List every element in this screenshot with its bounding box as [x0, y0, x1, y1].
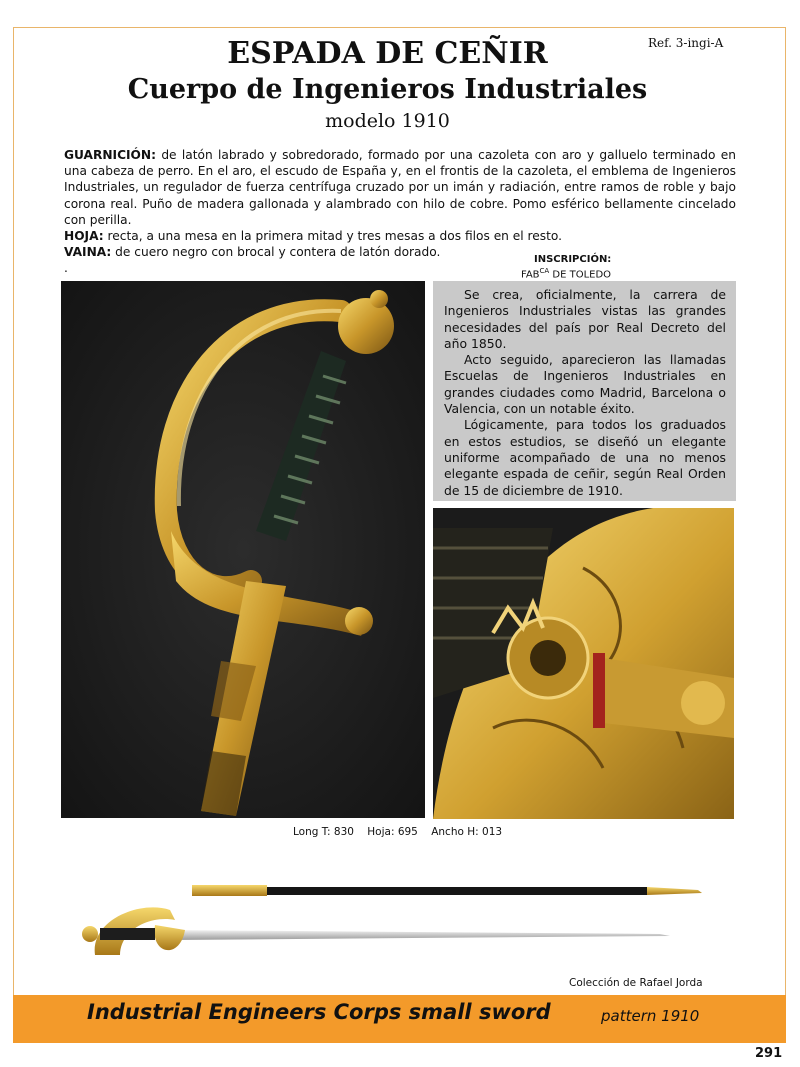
vaina-paragraph — [64, 244, 736, 260]
inscription-post: DE TOLEDO — [549, 269, 612, 281]
history-paragraph-2: Acto seguido, aparecieron las llamadas Escuelas de Ingenieros Industriales en grandes ciudades como Madrid, Barcelona o Valencia, con un notable éxito. — [444, 352, 726, 417]
reference-code: Ref. 3-ingi-A — [648, 36, 724, 50]
inscription-sup: CA — [539, 267, 550, 275]
history-paragraph-1: Se crea, oficialmente, la carrera de Ingenieros Industriales vistas las grandes necesidades del país por Real Decreto del año 1850. — [444, 287, 726, 351]
hoja-paragraph — [64, 228, 736, 244]
inscription-heading: INSCRIPCIÓN: — [534, 254, 612, 265]
vaina-label: VAINA: — [64, 245, 112, 260]
hoja-text: recta, a una mesa en la primera mitad y tres mesas a dos filos en el resto. — [103, 229, 563, 244]
sword-hilt-photo — [61, 281, 425, 818]
inscription-pre: FAB — [521, 269, 540, 281]
guarnicion-label: GUARNICIÓN: — [64, 148, 156, 162]
guarnicion-paragraph — [64, 147, 736, 228]
banner-title: Industrial Engineers Corps small sword — [87, 1000, 551, 1024]
page-number: 291 — [755, 1046, 783, 1061]
guard-emblem-illustration — [433, 508, 734, 819]
english-title-banner — [13, 995, 786, 1043]
page-subtitle: Cuerpo de Ingenieros Industriales — [127, 74, 648, 105]
inscription-value — [521, 267, 611, 280]
hoja-label: HOJA: — [64, 229, 104, 244]
sword-hilt-illustration — [61, 281, 425, 818]
guard-emblem-photo — [433, 508, 734, 819]
banner-pattern: pattern 1910 — [601, 1007, 700, 1025]
history-textbox — [433, 281, 736, 501]
vaina-text: de cuero negro con brocal y contera de latón dorado. — [111, 245, 441, 260]
guarnicion-text: de latón labrado y sobredorado, formado por una cazoleta con aro y galluelo terminado en una cabeza de perro. En el aro, el escudo de España y, en el frontis de la cazoleta, el emblema de Ingenieros Industriales, un regulador de fuerza centrífuga cruzado por un imán y radiación, entre ramos de roble y bajo corona real. Puño de madera gallonada y alambrado con hilo de cobre. Pomo esférico bellamente cincelado con perilla. — [64, 148, 736, 227]
trailing-dot: . — [64, 261, 68, 276]
dimensions-caption: Long T: 830 Hoja: 695 Ancho H: 013 — [293, 826, 503, 838]
model-year: modelo 1910 — [325, 110, 450, 132]
full-sword-illustration — [60, 870, 740, 990]
full-sword-photo — [60, 870, 740, 990]
description-block — [64, 147, 736, 277]
collection-credit: Colección de Rafael Jorda — [569, 977, 703, 989]
page-title: ESPADA DE CEÑIR — [227, 36, 548, 71]
history-paragraph-3: Lógicamente, para todos los graduados en estos estudios, se diseñó un elegante uniforme acompañado de una no menos elegante espada de ceñir, según Real Orden de 15 de diciembre de 1910. — [444, 417, 726, 498]
